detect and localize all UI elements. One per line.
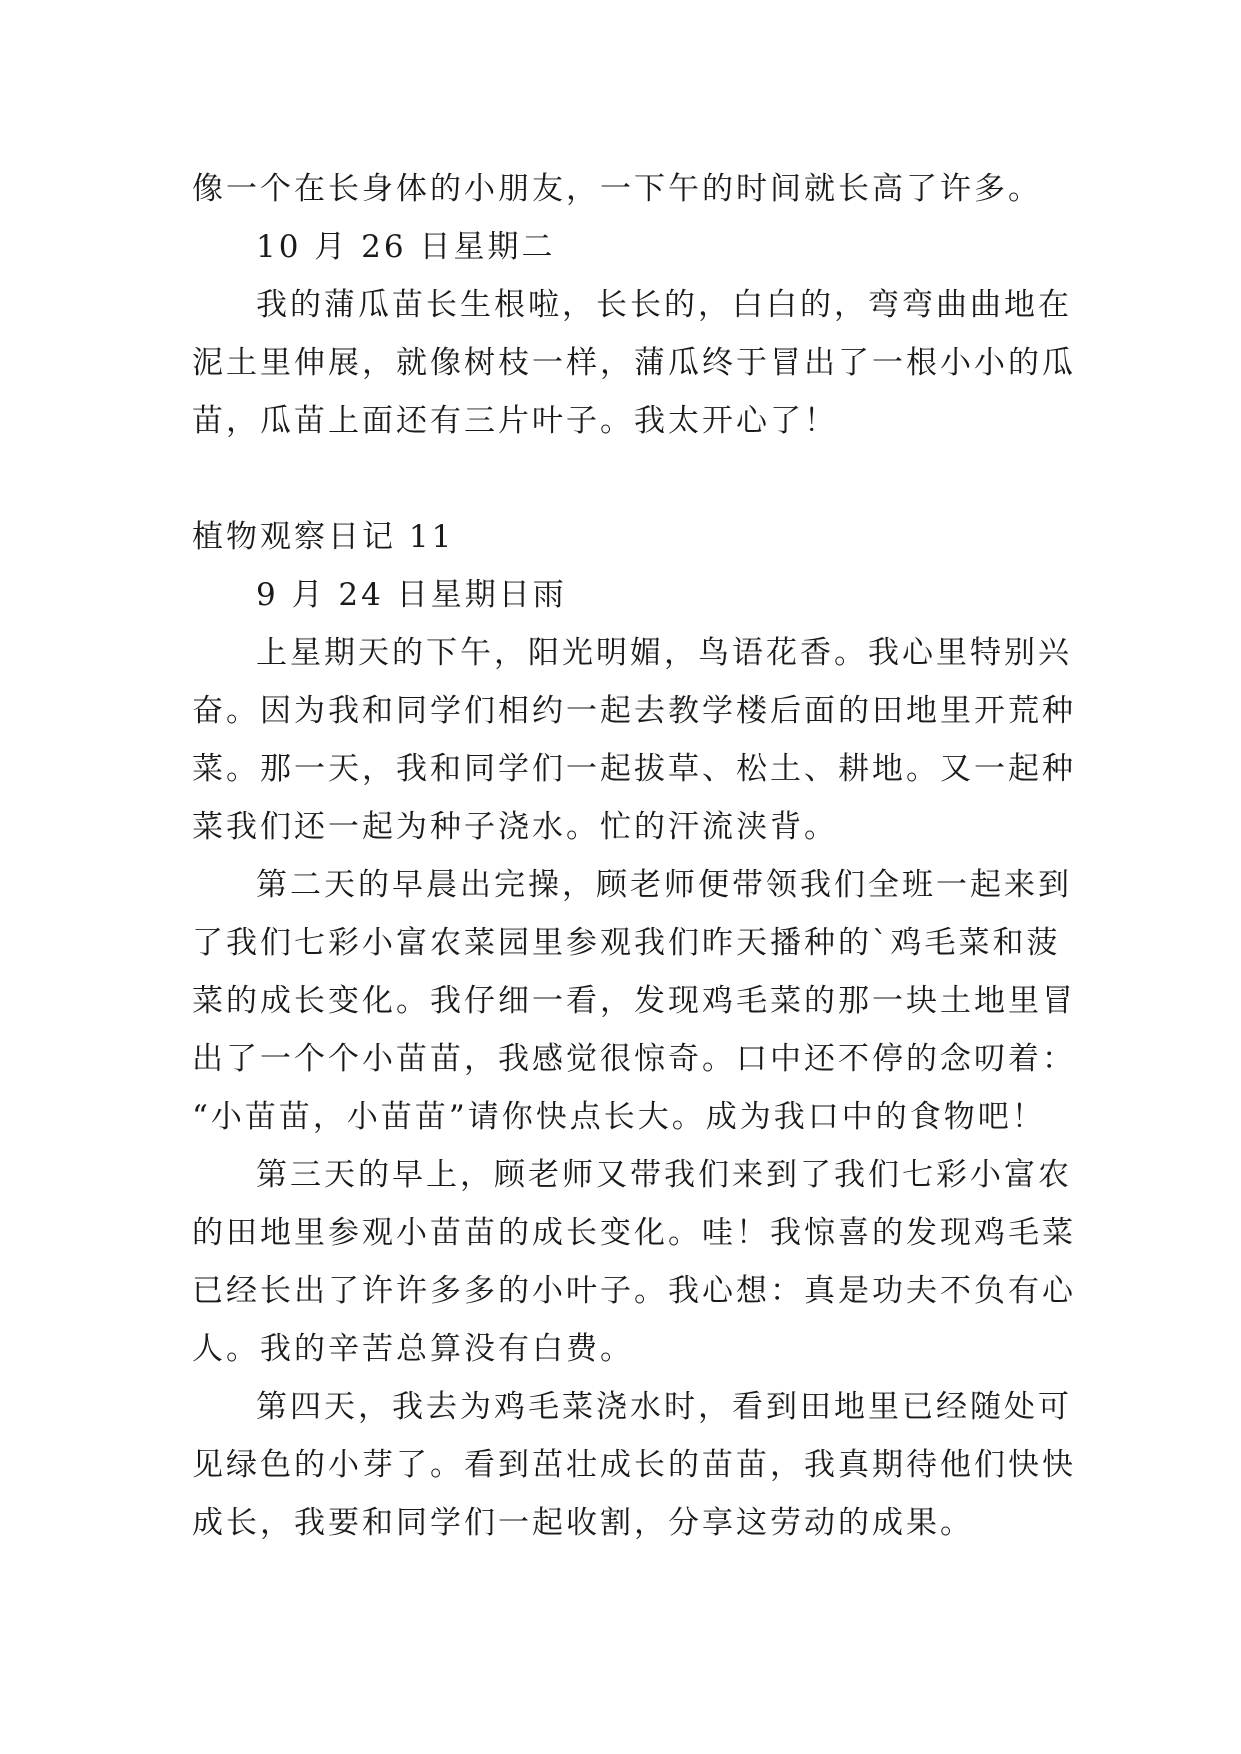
paragraph-line: 了我们七彩小富农菜园里参观我们昨天播种的`鸡毛菜和菠 <box>192 925 1061 961</box>
paragraph-line: 人。我的辛苦总算没有白费。 <box>192 1331 634 1367</box>
paragraph-line: 奋。因为我和同学们相约一起去教学楼后面的田地里开荒种 <box>192 693 1076 729</box>
paragraph-line: 菜的成长变化。我仔细一看，发现鸡毛菜的那一块土地里冒 <box>192 983 1076 1019</box>
paragraph-line: 出了一个个小苗苗，我感觉很惊奇。口中还不停的念叨着： <box>192 1041 1076 1077</box>
paragraph-line: 成长，我要和同学们一起收割，分享这劳动的成果。 <box>192 1505 974 1541</box>
entry-title: 植物观察日记 11 <box>192 519 455 555</box>
paragraph-line: 泥土里伸展，就像树枝一样，蒲瓜终于冒出了一根小小的瓜 <box>192 345 1076 381</box>
paragraph-line: “小苗苗，小苗苗”请你快点长大。成为我口中的食物吧！ <box>192 1099 1046 1135</box>
paragraph-line: 菜我们还一起为种子浇水。忙的汗流浃背。 <box>192 809 838 845</box>
paragraph-line: 见绿色的小芽了。看到茁壮成长的苗苗，我真期待他们快快 <box>192 1447 1076 1483</box>
paragraph-line: 上星期天的下午，阳光明媚，鸟语花香。我心里特别兴 <box>256 635 1072 671</box>
paragraph-line: 第三天的早上，顾老师又带我们来到了我们七彩小富农 <box>256 1157 1072 1193</box>
paragraph-line: 第二天的早晨出完操，顾老师便带领我们全班一起来到 <box>256 867 1072 903</box>
paragraph-line: 苗，瓜苗上面还有三片叶子。我太开心了！ <box>192 403 838 439</box>
paragraph-line: 菜。那一天，我和同学们一起拔草、松土、耕地。又一起种 <box>192 751 1076 787</box>
paragraph-line: 像一个在长身体的小朋友，一下午的时间就长高了许多。 <box>192 171 1042 207</box>
section-spacer <box>192 450 1052 508</box>
entry-date: 10 月 26 日星期二 <box>256 229 556 265</box>
entry-date: 9 月 24 日星期日雨 <box>256 577 567 613</box>
paragraph-line: 已经长出了许许多多的小叶子。我心想：真是功夫不负有心 <box>192 1273 1076 1309</box>
paragraph-line: 第四天，我去为鸡毛菜浇水时，看到田地里已经随处可 <box>256 1389 1072 1425</box>
paragraph-line: 的田地里参观小苗苗的成长变化。哇！我惊喜的发现鸡毛菜 <box>192 1215 1076 1251</box>
document-body <box>192 160 1076 1552</box>
paragraph-line: 我的蒲瓜苗长生根啦，长长的，白白的，弯弯曲曲地在 <box>256 287 1072 323</box>
